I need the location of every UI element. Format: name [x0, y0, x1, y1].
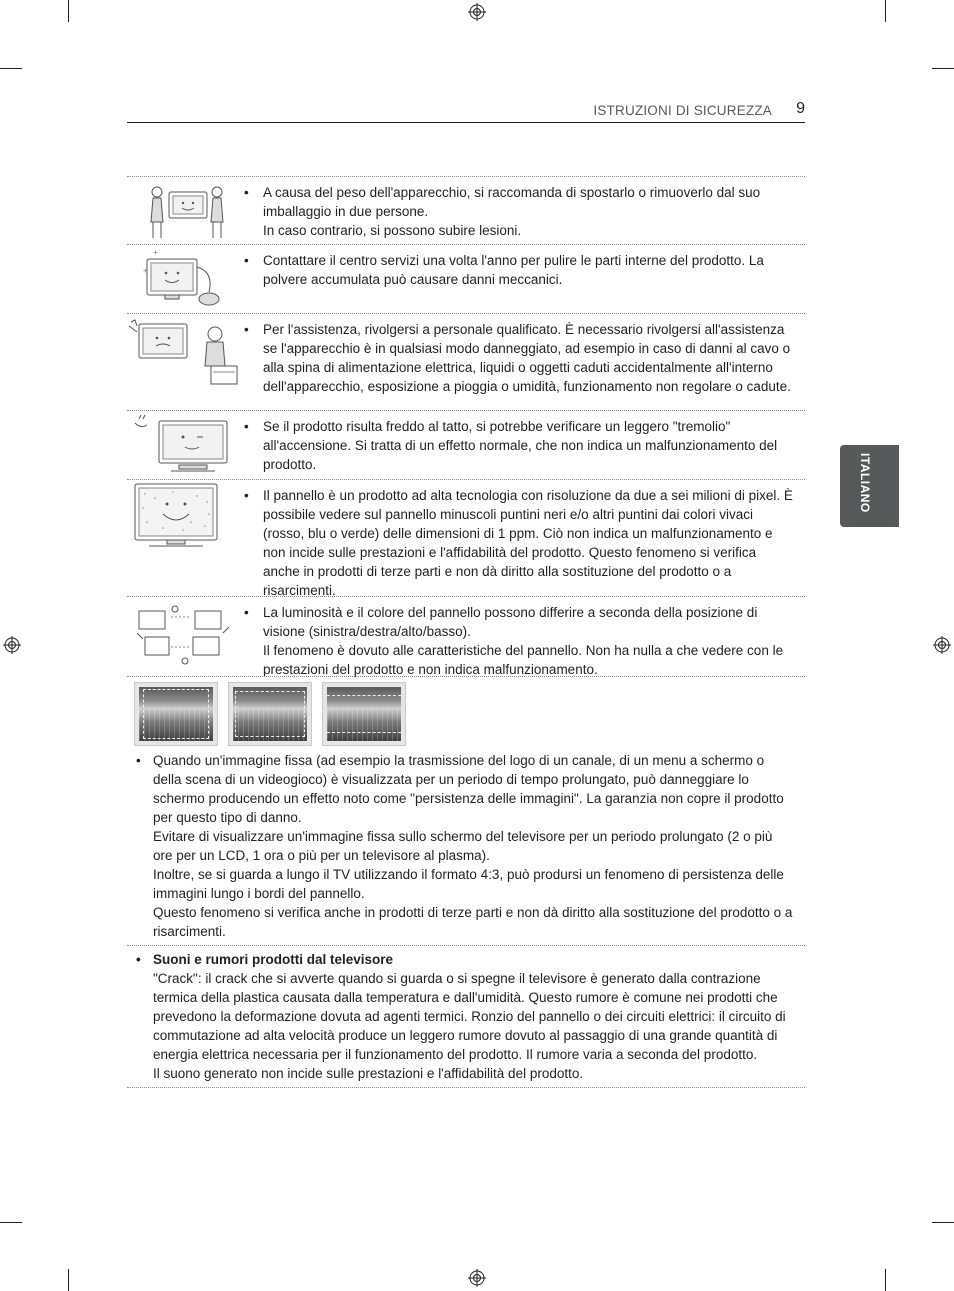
bullet: •: [136, 753, 141, 768]
paragraph: Il suono generato non incide sulle prestazioni e l'affidabilità del prodotto.: [153, 1066, 584, 1081]
row-text: A causa del peso dell'apparecchio, si raccomanda di spostarlo o rimuoverlo dal suo imballaggio in due persone.: [263, 185, 761, 219]
tv-pixel-dots-icon: [133, 482, 223, 554]
row-text: Se il prodotto risulta freddo al tatto, si potrebbe verificare un leggero "tremolio" all'accensione. Si tratta di un effetto normale, che non indica un malfunzionamento del prodotto.: [263, 419, 778, 472]
safety-row: [127, 313, 805, 410]
bullet: •: [244, 488, 249, 503]
image-retention-text: [127, 747, 805, 945]
two-people-carrying-tv-icon: [147, 182, 227, 242]
bullet: •: [244, 419, 249, 434]
paragraph: Evitare di visualizzare un'immagine fissa sullo schermo del televisore per un periodo prolungato (2 o più ore per un LCD, 1 ora o più per un televisore al plasma).: [153, 829, 773, 863]
viewing-angle-tvs-icon: [135, 603, 235, 667]
bullet: •: [244, 185, 249, 200]
image-retention-thumbnail: [228, 682, 312, 746]
safety-row: [127, 410, 805, 479]
bullet: •: [244, 253, 249, 268]
safety-content: [127, 176, 805, 1088]
bullet: •: [136, 952, 141, 967]
section-title: ISTRUZIONI DI SICUREZZA: [593, 103, 772, 118]
language-tab: [840, 445, 899, 527]
row-text: Per l'assistenza, rivolgersi a personale qualificato. È necessario rivolgersi all'assistenza se l'apparecchio è in qualsiasi modo danneggiato, ad esempio in caso di danni al cavo o alla spina di alimentazione elettrica, liquidi o oggetti caduti accidentalmente all'interno dell'apparecchio, esposizione a pioggia o umidità, funzionamento non regolare o cadute.: [263, 322, 791, 394]
row-text: Contattare il centro servizi una volta l'anno per pulire le parti interne del prodotto. La polvere accumulata può causare danni meccanici.: [263, 253, 764, 287]
page-header: [127, 100, 805, 123]
crop-mark: [932, 68, 954, 69]
safety-row: [127, 479, 805, 596]
cold-tv-tremble-icon: [131, 413, 235, 477]
tv-vacuum-cleaner-icon: [139, 247, 229, 311]
crop-mark: [68, 0, 69, 22]
safety-row: [127, 176, 805, 244]
crop-mark: [932, 1222, 954, 1223]
paragraph: "Crack": il crack che si avverte quando si guarda o si spegne il televisore è generato dalla contrazione termica della plastica causata dalla temperatura e dall'umidità. Questo rumore è comune nei prodotti che prevedono la deformazione dovuta ad agenti termici. Ronzio del pannello o dei circuiti elettrici: il circuito di commutazione ad alta velocità produce un leggero rumore dovuto al passaggio di una grande quantità di energia elettrica necessaria per il funzionamento del prodotto. Il rumore varia a seconda del prodotto.: [153, 971, 786, 1062]
crop-mark: [0, 68, 22, 69]
row-text: Il fenomeno è dovuto alle caratteristiche del pannello. Non ha nulla a che vedere con le prestazioni del prodotto e non indica malfunzionamento.: [263, 643, 784, 677]
noise-heading: Suoni e rumori prodotti dal televisore: [153, 952, 394, 967]
image-retention-thumbnail: [322, 682, 406, 746]
crop-mark: [68, 1269, 69, 1291]
crop-mark: [885, 1269, 886, 1291]
bullet: •: [244, 322, 249, 337]
language-tab-label: ITALIANO: [858, 453, 872, 513]
safety-row: [127, 244, 805, 313]
noise-text: [127, 945, 805, 1088]
svg-text:+: +: [143, 266, 148, 275]
paragraph: Inoltre, se si guarda a lungo il TV utilizzando il formato 4:3, può prodursi un fenomeno di persistenza delle immagini lungo i bordi del pannello.: [153, 867, 784, 901]
registration-mark-icon: [3, 636, 21, 654]
bullet: •: [244, 605, 249, 620]
registration-mark-icon: [933, 636, 951, 654]
crop-mark: [885, 0, 886, 22]
row-text: Il pannello è un prodotto ad alta tecnologia con risoluzione da due a sei milioni di pixel. È possibile vedere sul pannello minuscoli puntini neri e/o altri puntini dai colori vivaci (rosso, blu o verde) delle dimensioni di 1 ppm. Ciò non indica un malfunzionamento e non incide sulle prestazioni e l'affidabilità del prodotto. Questo fenomeno si verifica anche in prodotti di terze parti e non dà diritto alla sostituzione del prodotto o a risarcimenti.: [263, 488, 793, 598]
row-text: La luminosità e il colore del pannello possono differire a seconda della posizione di visione (sinistra/destra/alto/basso).: [263, 605, 758, 639]
safety-row: [127, 596, 805, 676]
image-retention-examples: [127, 676, 805, 747]
page-number: 9: [796, 100, 805, 117]
registration-mark-icon: [468, 1269, 486, 1287]
tv-service-technician-icon: [127, 318, 239, 388]
svg-text:+: +: [153, 248, 158, 257]
registration-mark-icon: [468, 3, 486, 21]
row-text: In caso contrario, si possono subire lesioni.: [263, 223, 522, 238]
crop-mark: [0, 1222, 22, 1223]
paragraph: Questo fenomeno si verifica anche in prodotti di terze parti e non dà diritto alla sostituzione del prodotto o a risarcimenti.: [153, 905, 793, 939]
paragraph: Quando un'immagine fissa (ad esempio la trasmissione del logo di un canale, di un menu a schermo o della scena di un videogioco) è visualizzata per un periodo di tempo prolungato, può danneggiare lo schermo producendo un effetto noto come "persistenza delle immagini". La garanzia non copre il prodotto per questo tipo di danno.: [153, 753, 784, 825]
image-retention-thumbnail: [134, 682, 218, 746]
